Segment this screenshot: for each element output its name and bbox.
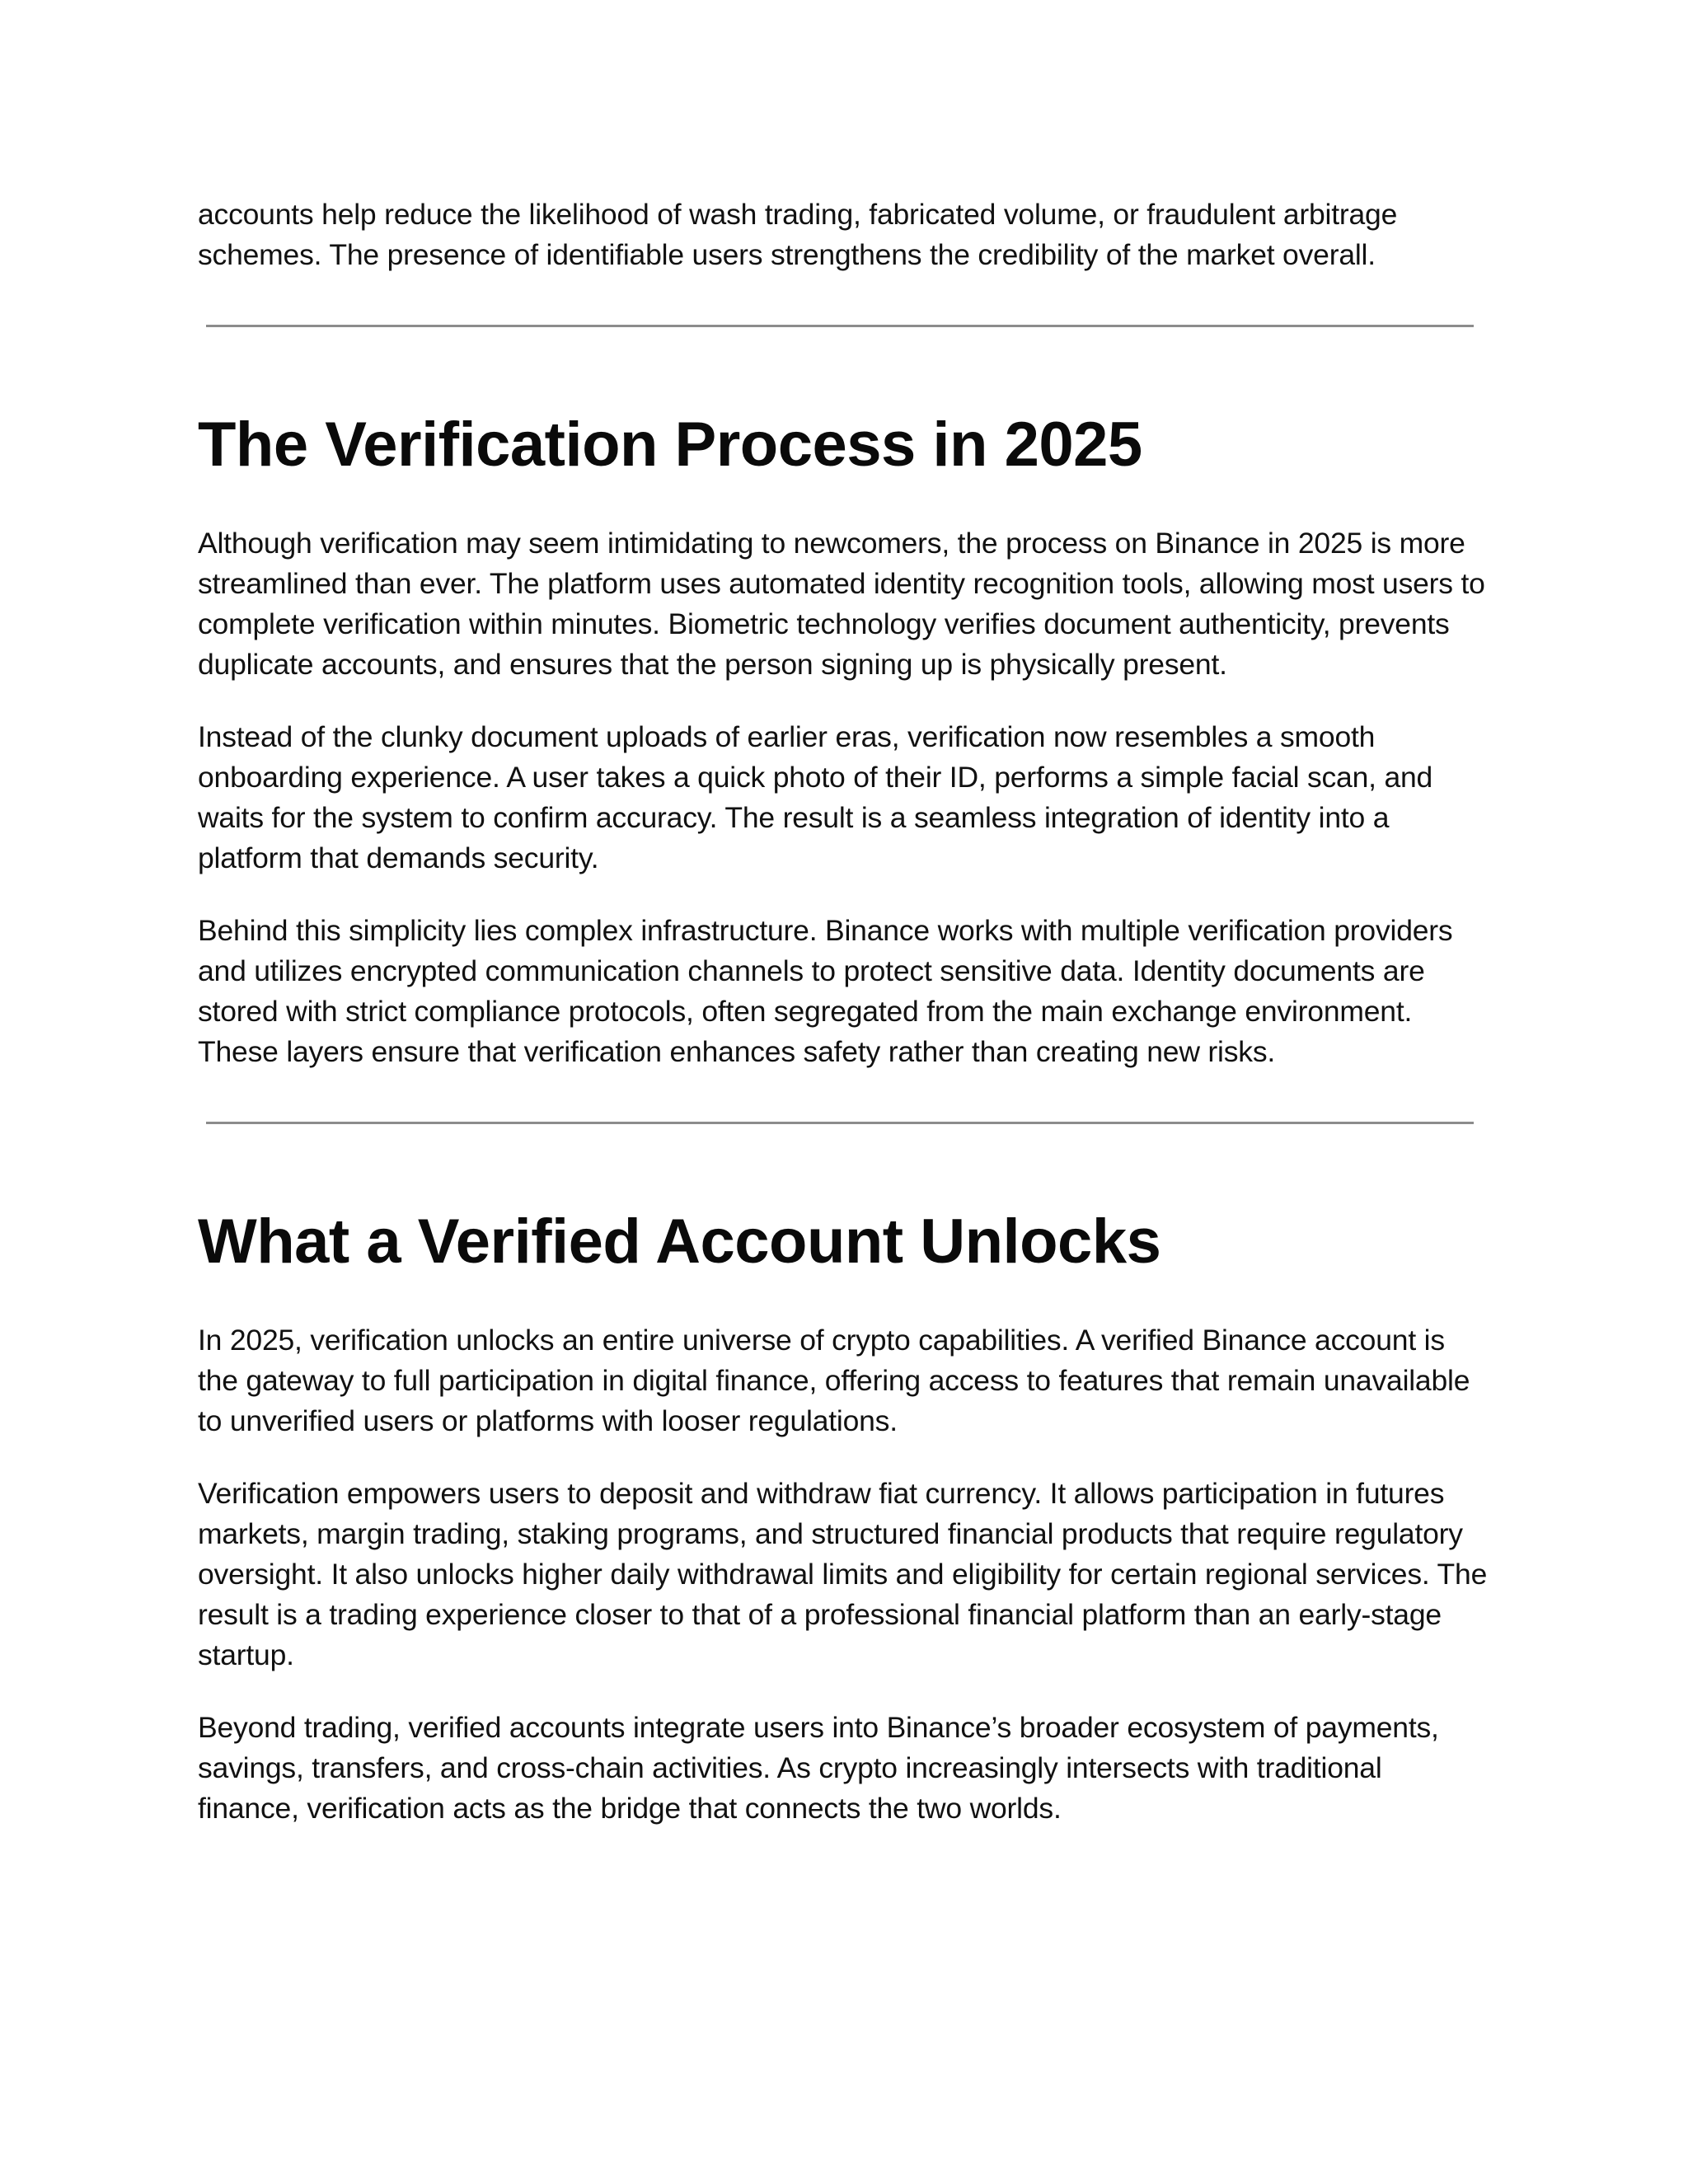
section-heading-verification-process: The Verification Process in 2025 [198, 410, 1142, 480]
body-paragraph: Instead of the clunky document uploads of earlier eras, verification now resembles a smooth onboarding experience. A user takes a quick photo of their ID, performs a simple facial scan, and waits for the system to confirm accuracy. The result is a seamless integration of identity into a platform that demands security. [198, 720, 1433, 874]
section-divider [206, 1122, 1474, 1124]
section-divider [206, 325, 1474, 327]
document-page [198, 194, 1488, 1829]
body-paragraph: Verification empowers users to deposit and withdraw fiat currency. It allows participation in futures markets, margin trading, staking programs, and structured financial products that require regulatory oversight. It also unlocks higher daily withdrawal limits and eligibility for certain regional services. The result is a trading experience closer to that of a professional financial platform than an early-stage startup. [198, 1477, 1488, 1671]
body-paragraph: Behind this simplicity lies complex infrastructure. Binance works with multiple verification providers and utilizes encrypted communication channels to protect sensitive data. Identity documents are stored with strict compliance protocols, often segregated from the main exchange environment. These layers ensure that verification enhances safety rather than creating new risks. [198, 914, 1453, 1068]
body-paragraph: In 2025, verification unlocks an entire universe of crypto capabilities. A verified Binance account is the gateway to full participation in digital finance, offering access to features that remain unavailable to unverified users or platforms with looser regulations. [198, 1324, 1470, 1437]
section-heading-verified-account-unlocks: What a Verified Account Unlocks [198, 1207, 1161, 1277]
body-paragraph: Although verification may seem intimidating to newcomers, the process on Binance in 2025 is more streamlined than ever. The platform uses automated identity recognition tools, allowing most users to complete verification within minutes. Biometric technology verifies document authenticity, prevents duplicate accounts, and ensures that the person signing up is physically present. [198, 527, 1485, 681]
intro-paragraph: accounts help reduce the likelihood of wash trading, fabricated volume, or fraudulent arbitrage schemes. The presence of identifiable users strengthens the credibility of the market overall. [198, 198, 1398, 271]
body-paragraph: Beyond trading, verified accounts integrate users into Binance’s broader ecosystem of payments, savings, transfers, and cross-chain activities. As crypto increasingly intersects with traditional finance, verification acts as the bridge that connects the two worlds. [198, 1711, 1439, 1825]
